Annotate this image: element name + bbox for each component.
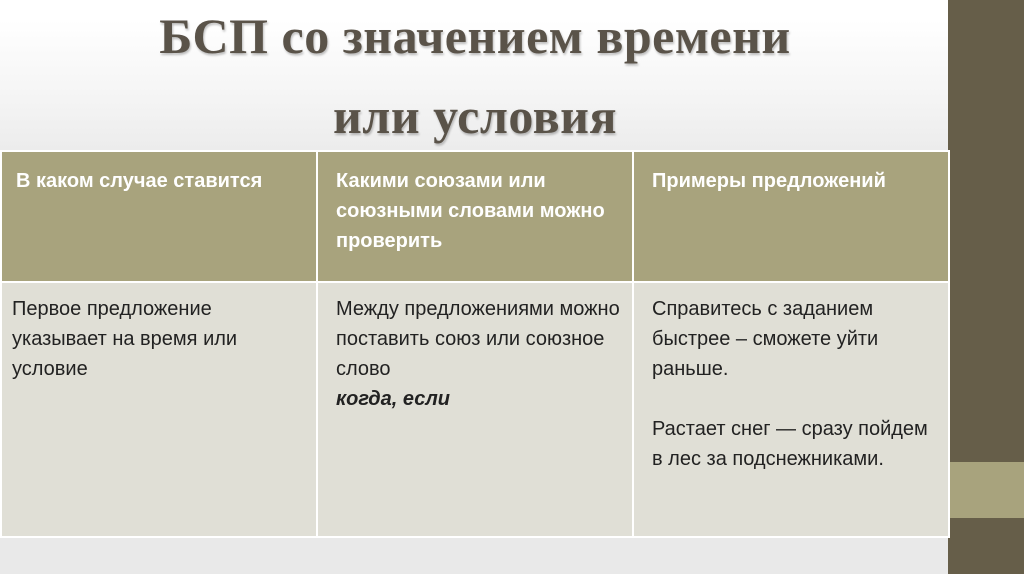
cell-conjunctions-text: Между предложениями можно поставить союз или союзное слово (336, 298, 620, 380)
rules-table (0, 150, 950, 538)
cell-conjunctions (317, 282, 633, 537)
cell-examples (633, 282, 949, 537)
header-examples: Примеры предложений (633, 151, 949, 282)
slide-title-line-2: или условия (333, 88, 617, 144)
header-when-used: В каком случае ставится (1, 151, 317, 282)
cell-conjunctions-emphasis: когда, если (336, 388, 451, 410)
example-sentence-1: Справитесь с заданием быстрее – сможете уйти раньше. (652, 298, 879, 380)
table-header-row (1, 151, 949, 282)
slide-title-line-1: БСП со значением времени (159, 8, 791, 64)
cell-when-used (1, 282, 317, 537)
example-sentence-2: Растает снег — сразу пойдем в лес за подснежниками. (652, 418, 928, 470)
header-conjunctions: Какими союзами или союзными словами можно проверить (317, 151, 633, 282)
paragraph-spacer (652, 384, 938, 414)
side-decoration-accent (948, 462, 1024, 518)
cell-when-used-text: Первое предложение указывает на время или условие (12, 298, 238, 380)
table-row (1, 282, 949, 537)
